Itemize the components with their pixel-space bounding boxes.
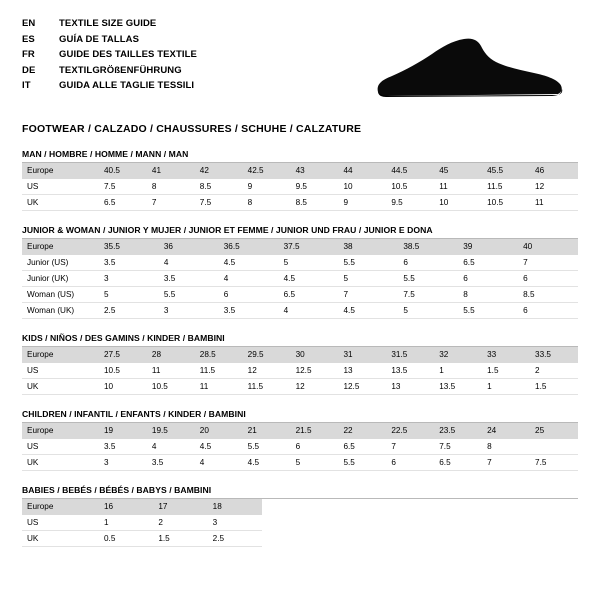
size-cell: 7.5 xyxy=(434,439,482,455)
size-cell: 32 xyxy=(434,347,482,363)
size-cell: 12 xyxy=(530,179,578,195)
size-cell: 6 xyxy=(518,303,578,319)
size-cell: 5.5 xyxy=(458,303,518,319)
size-cell: 13.5 xyxy=(386,363,434,379)
size-cell: 5.5 xyxy=(339,255,399,271)
size-cell: 10.5 xyxy=(147,379,195,395)
language-row xyxy=(22,16,578,32)
size-cell: 3 xyxy=(208,515,262,531)
size-cell: 19.5 xyxy=(147,423,195,439)
language-code: ES xyxy=(22,33,35,45)
size-block-title: MAN / HOMBRE / HOMME / MANN / MAN xyxy=(22,149,578,163)
size-cell: 37.5 xyxy=(279,239,339,255)
size-cell: 7.5 xyxy=(99,179,147,195)
size-cell: 38 xyxy=(339,239,399,255)
table-row xyxy=(22,379,578,395)
size-cell: 10 xyxy=(338,179,386,195)
size-cell: 2.5 xyxy=(99,303,159,319)
row-label: US xyxy=(22,439,99,455)
size-cell: 6.5 xyxy=(99,195,147,211)
size-cell: 6 xyxy=(458,271,518,287)
language-title: GUIDA ALLE TAGLIE TESSILI xyxy=(59,80,195,91)
size-block xyxy=(22,149,578,211)
size-cell: 5.5 xyxy=(159,287,219,303)
size-cell: 11.5 xyxy=(482,179,530,195)
size-cell: 5 xyxy=(398,303,458,319)
size-cell: 4.5 xyxy=(219,255,279,271)
size-cell: 3 xyxy=(99,271,159,287)
size-cell: 8.5 xyxy=(518,287,578,303)
size-cell: 8.5 xyxy=(195,179,243,195)
size-cell: 40.5 xyxy=(99,163,147,179)
size-cell: 18 xyxy=(208,499,262,515)
size-cell: 28.5 xyxy=(195,347,243,363)
size-block-title: CHILDREN / INFANTIL / ENFANTS / KINDER / BAMBINI xyxy=(22,409,578,423)
language-title: TEXTILGRÖßENFÜHRUNG xyxy=(59,64,182,76)
size-cell: 23.5 xyxy=(434,423,482,439)
size-cell: 29.5 xyxy=(243,347,291,363)
table-row xyxy=(22,363,578,379)
size-cell: 38.5 xyxy=(398,239,458,255)
size-cell: 35.5 xyxy=(99,239,159,255)
size-cell: 4 xyxy=(219,271,279,287)
row-label: Junior (US) xyxy=(22,255,99,271)
size-cell: 33 xyxy=(482,347,530,363)
size-cell: 1.5 xyxy=(482,363,530,379)
size-cell: 36.5 xyxy=(219,239,279,255)
size-block-title: KIDS / NIÑOS / DES GAMINS / KINDER / BAMBINI xyxy=(22,333,578,347)
size-block xyxy=(22,485,578,547)
size-cell: 40 xyxy=(518,239,578,255)
size-cell: 22.5 xyxy=(386,423,434,439)
table-row xyxy=(22,179,578,195)
size-cell: 22 xyxy=(338,423,386,439)
size-cell: 2 xyxy=(530,363,578,379)
row-label: Europe xyxy=(22,163,99,179)
size-block-title: BABIES / BEBÉS / BÉBÉS / BABYS / BAMBINI xyxy=(22,485,578,499)
size-cell: 21 xyxy=(243,423,291,439)
size-cell: 4 xyxy=(195,455,243,471)
size-cell: 10 xyxy=(434,195,482,211)
size-cell: 1 xyxy=(434,363,482,379)
size-cell: 11 xyxy=(147,363,195,379)
row-label: Europe xyxy=(22,499,99,515)
size-cell: 20 xyxy=(195,423,243,439)
size-cell: 3.5 xyxy=(159,271,219,287)
size-cell: 1 xyxy=(99,515,153,531)
table-row xyxy=(22,303,578,319)
page-title: FOOTWEAR / CALZADO / CHAUSSURES / SCHUHE / CALZATURE xyxy=(22,123,362,135)
row-label: Woman (US) xyxy=(22,287,99,303)
row-label: UK xyxy=(22,455,99,471)
size-cell: 1.5 xyxy=(153,531,207,547)
size-cell: 19 xyxy=(99,423,147,439)
size-cell: 13 xyxy=(338,363,386,379)
size-cell: 9.5 xyxy=(291,179,339,195)
row-label: US xyxy=(22,179,99,195)
table-row xyxy=(22,255,578,271)
size-block xyxy=(22,225,578,319)
size-cell: 7 xyxy=(482,455,530,471)
size-cell: 5.5 xyxy=(243,439,291,455)
size-cell: 11 xyxy=(195,379,243,395)
row-label: US xyxy=(22,363,99,379)
size-table xyxy=(22,163,578,211)
size-cell: 4.5 xyxy=(279,271,339,287)
language-row xyxy=(22,32,578,48)
size-cell: 5 xyxy=(339,271,399,287)
size-cell: 12.5 xyxy=(291,363,339,379)
size-cell: 10.5 xyxy=(482,195,530,211)
size-cell: 6 xyxy=(219,287,279,303)
size-cell xyxy=(530,439,578,455)
size-cell: 5 xyxy=(291,455,339,471)
size-cell: 11.5 xyxy=(243,379,291,395)
size-cell: 44.5 xyxy=(386,163,434,179)
table-row xyxy=(22,271,578,287)
size-block-title: JUNIOR & WOMAN / JUNIOR Y MUJER / JUNIOR ET FEMME / JUNIOR UND FRAU / JUNIOR E DONA xyxy=(22,225,578,239)
language-title: GUIDE DES TAILLES TEXTILE xyxy=(59,49,197,60)
size-cell: 42 xyxy=(195,163,243,179)
size-cell: 27.5 xyxy=(99,347,147,363)
size-cell: 6.5 xyxy=(458,255,518,271)
size-cell: 13 xyxy=(386,379,434,395)
row-label: Europe xyxy=(22,347,99,363)
size-cell: 11 xyxy=(530,195,578,211)
size-cell: 3 xyxy=(159,303,219,319)
table-header-row xyxy=(22,423,578,439)
row-label: Woman (UK) xyxy=(22,303,99,319)
size-table xyxy=(22,347,578,395)
size-cell: 7.5 xyxy=(398,287,458,303)
size-cell: 3.5 xyxy=(219,303,279,319)
row-label: Junior (UK) xyxy=(22,271,99,287)
size-cell: 7 xyxy=(518,255,578,271)
size-table xyxy=(22,499,262,547)
table-row xyxy=(22,439,578,455)
size-cell: 28 xyxy=(147,347,195,363)
size-cell: 11.5 xyxy=(195,363,243,379)
size-cell: 9 xyxy=(338,195,386,211)
size-cell: 30 xyxy=(291,347,339,363)
language-row xyxy=(22,63,578,79)
table-header-row xyxy=(22,163,578,179)
language-row xyxy=(22,78,578,94)
language-code: IT xyxy=(22,80,31,91)
size-cell: 6 xyxy=(291,439,339,455)
size-cell: 7 xyxy=(147,195,195,211)
size-cell: 2.5 xyxy=(208,531,262,547)
size-cell: 8 xyxy=(482,439,530,455)
size-cell: 5.5 xyxy=(398,271,458,287)
language-code: EN xyxy=(22,18,36,29)
size-cell: 12 xyxy=(291,379,339,395)
size-cell: 16 xyxy=(99,499,153,515)
size-cell: 1.5 xyxy=(530,379,578,395)
language-code: DE xyxy=(22,64,36,76)
size-cell: 1 xyxy=(482,379,530,395)
size-cell: 45 xyxy=(434,163,482,179)
size-cell: 17 xyxy=(153,499,207,515)
size-cell: 12 xyxy=(243,363,291,379)
size-cell: 3.5 xyxy=(99,439,147,455)
size-table xyxy=(22,239,578,319)
size-cell: 10.5 xyxy=(99,363,147,379)
size-cell: 41 xyxy=(147,163,195,179)
size-cell: 11 xyxy=(434,179,482,195)
table-row xyxy=(22,455,578,471)
size-cell: 7.5 xyxy=(195,195,243,211)
page-header xyxy=(22,16,578,111)
size-cell: 0.5 xyxy=(99,531,153,547)
size-cell: 31.5 xyxy=(386,347,434,363)
size-cell: 8.5 xyxy=(291,195,339,211)
table-row xyxy=(22,287,578,303)
size-cell: 7 xyxy=(386,439,434,455)
size-cell: 3.5 xyxy=(99,255,159,271)
table-header-row xyxy=(22,347,578,363)
size-cell: 7 xyxy=(339,287,399,303)
table-header-row xyxy=(22,499,262,515)
size-cell: 39 xyxy=(458,239,518,255)
table-row xyxy=(22,515,262,531)
size-cell: 45.5 xyxy=(482,163,530,179)
size-cell: 25 xyxy=(530,423,578,439)
size-cell: 4.5 xyxy=(243,455,291,471)
size-cell: 6.5 xyxy=(338,439,386,455)
size-cell: 4 xyxy=(279,303,339,319)
size-cell: 5.5 xyxy=(338,455,386,471)
size-cell: 2 xyxy=(153,515,207,531)
size-cell: 9.5 xyxy=(386,195,434,211)
size-cell: 10 xyxy=(99,379,147,395)
size-cell: 3 xyxy=(99,455,147,471)
table-row xyxy=(22,531,262,547)
size-cell: 8 xyxy=(147,179,195,195)
size-cell: 5 xyxy=(279,255,339,271)
size-cell: 6 xyxy=(398,255,458,271)
size-cell: 43 xyxy=(291,163,339,179)
size-cell: 24 xyxy=(482,423,530,439)
size-cell: 42.5 xyxy=(243,163,291,179)
size-cell: 4 xyxy=(147,439,195,455)
size-cell: 9 xyxy=(243,179,291,195)
size-cell: 4 xyxy=(159,255,219,271)
size-tables xyxy=(22,149,578,547)
size-cell: 10.5 xyxy=(386,179,434,195)
size-cell: 21.5 xyxy=(291,423,339,439)
table-header-row xyxy=(22,239,578,255)
size-cell: 31 xyxy=(338,347,386,363)
row-label: US xyxy=(22,515,99,531)
size-cell: 44 xyxy=(338,163,386,179)
row-label: Europe xyxy=(22,239,99,255)
size-cell: 6 xyxy=(386,455,434,471)
table-row xyxy=(22,195,578,211)
size-cell: 7.5 xyxy=(530,455,578,471)
size-cell: 6.5 xyxy=(434,455,482,471)
language-list xyxy=(22,16,578,94)
size-cell: 4.5 xyxy=(195,439,243,455)
size-cell: 13.5 xyxy=(434,379,482,395)
row-label: UK xyxy=(22,195,99,211)
size-cell: 8 xyxy=(243,195,291,211)
size-cell: 4.5 xyxy=(339,303,399,319)
row-label: Europe xyxy=(22,423,99,439)
language-title: TEXTILE SIZE GUIDE xyxy=(59,18,157,29)
size-cell: 12.5 xyxy=(338,379,386,395)
size-block xyxy=(22,333,578,395)
size-cell: 36 xyxy=(159,239,219,255)
row-label: UK xyxy=(22,531,99,547)
size-block xyxy=(22,409,578,471)
size-table xyxy=(22,423,578,471)
size-cell: 33.5 xyxy=(530,347,578,363)
size-cell: 3.5 xyxy=(147,455,195,471)
language-code: FR xyxy=(22,49,35,60)
size-cell: 6.5 xyxy=(279,287,339,303)
size-cell: 46 xyxy=(530,163,578,179)
size-cell: 6 xyxy=(518,271,578,287)
language-title: GUÍA DE TALLAS xyxy=(59,33,140,45)
size-cell: 8 xyxy=(458,287,518,303)
language-row xyxy=(22,47,578,63)
size-cell: 5 xyxy=(99,287,159,303)
row-label: UK xyxy=(22,379,99,395)
